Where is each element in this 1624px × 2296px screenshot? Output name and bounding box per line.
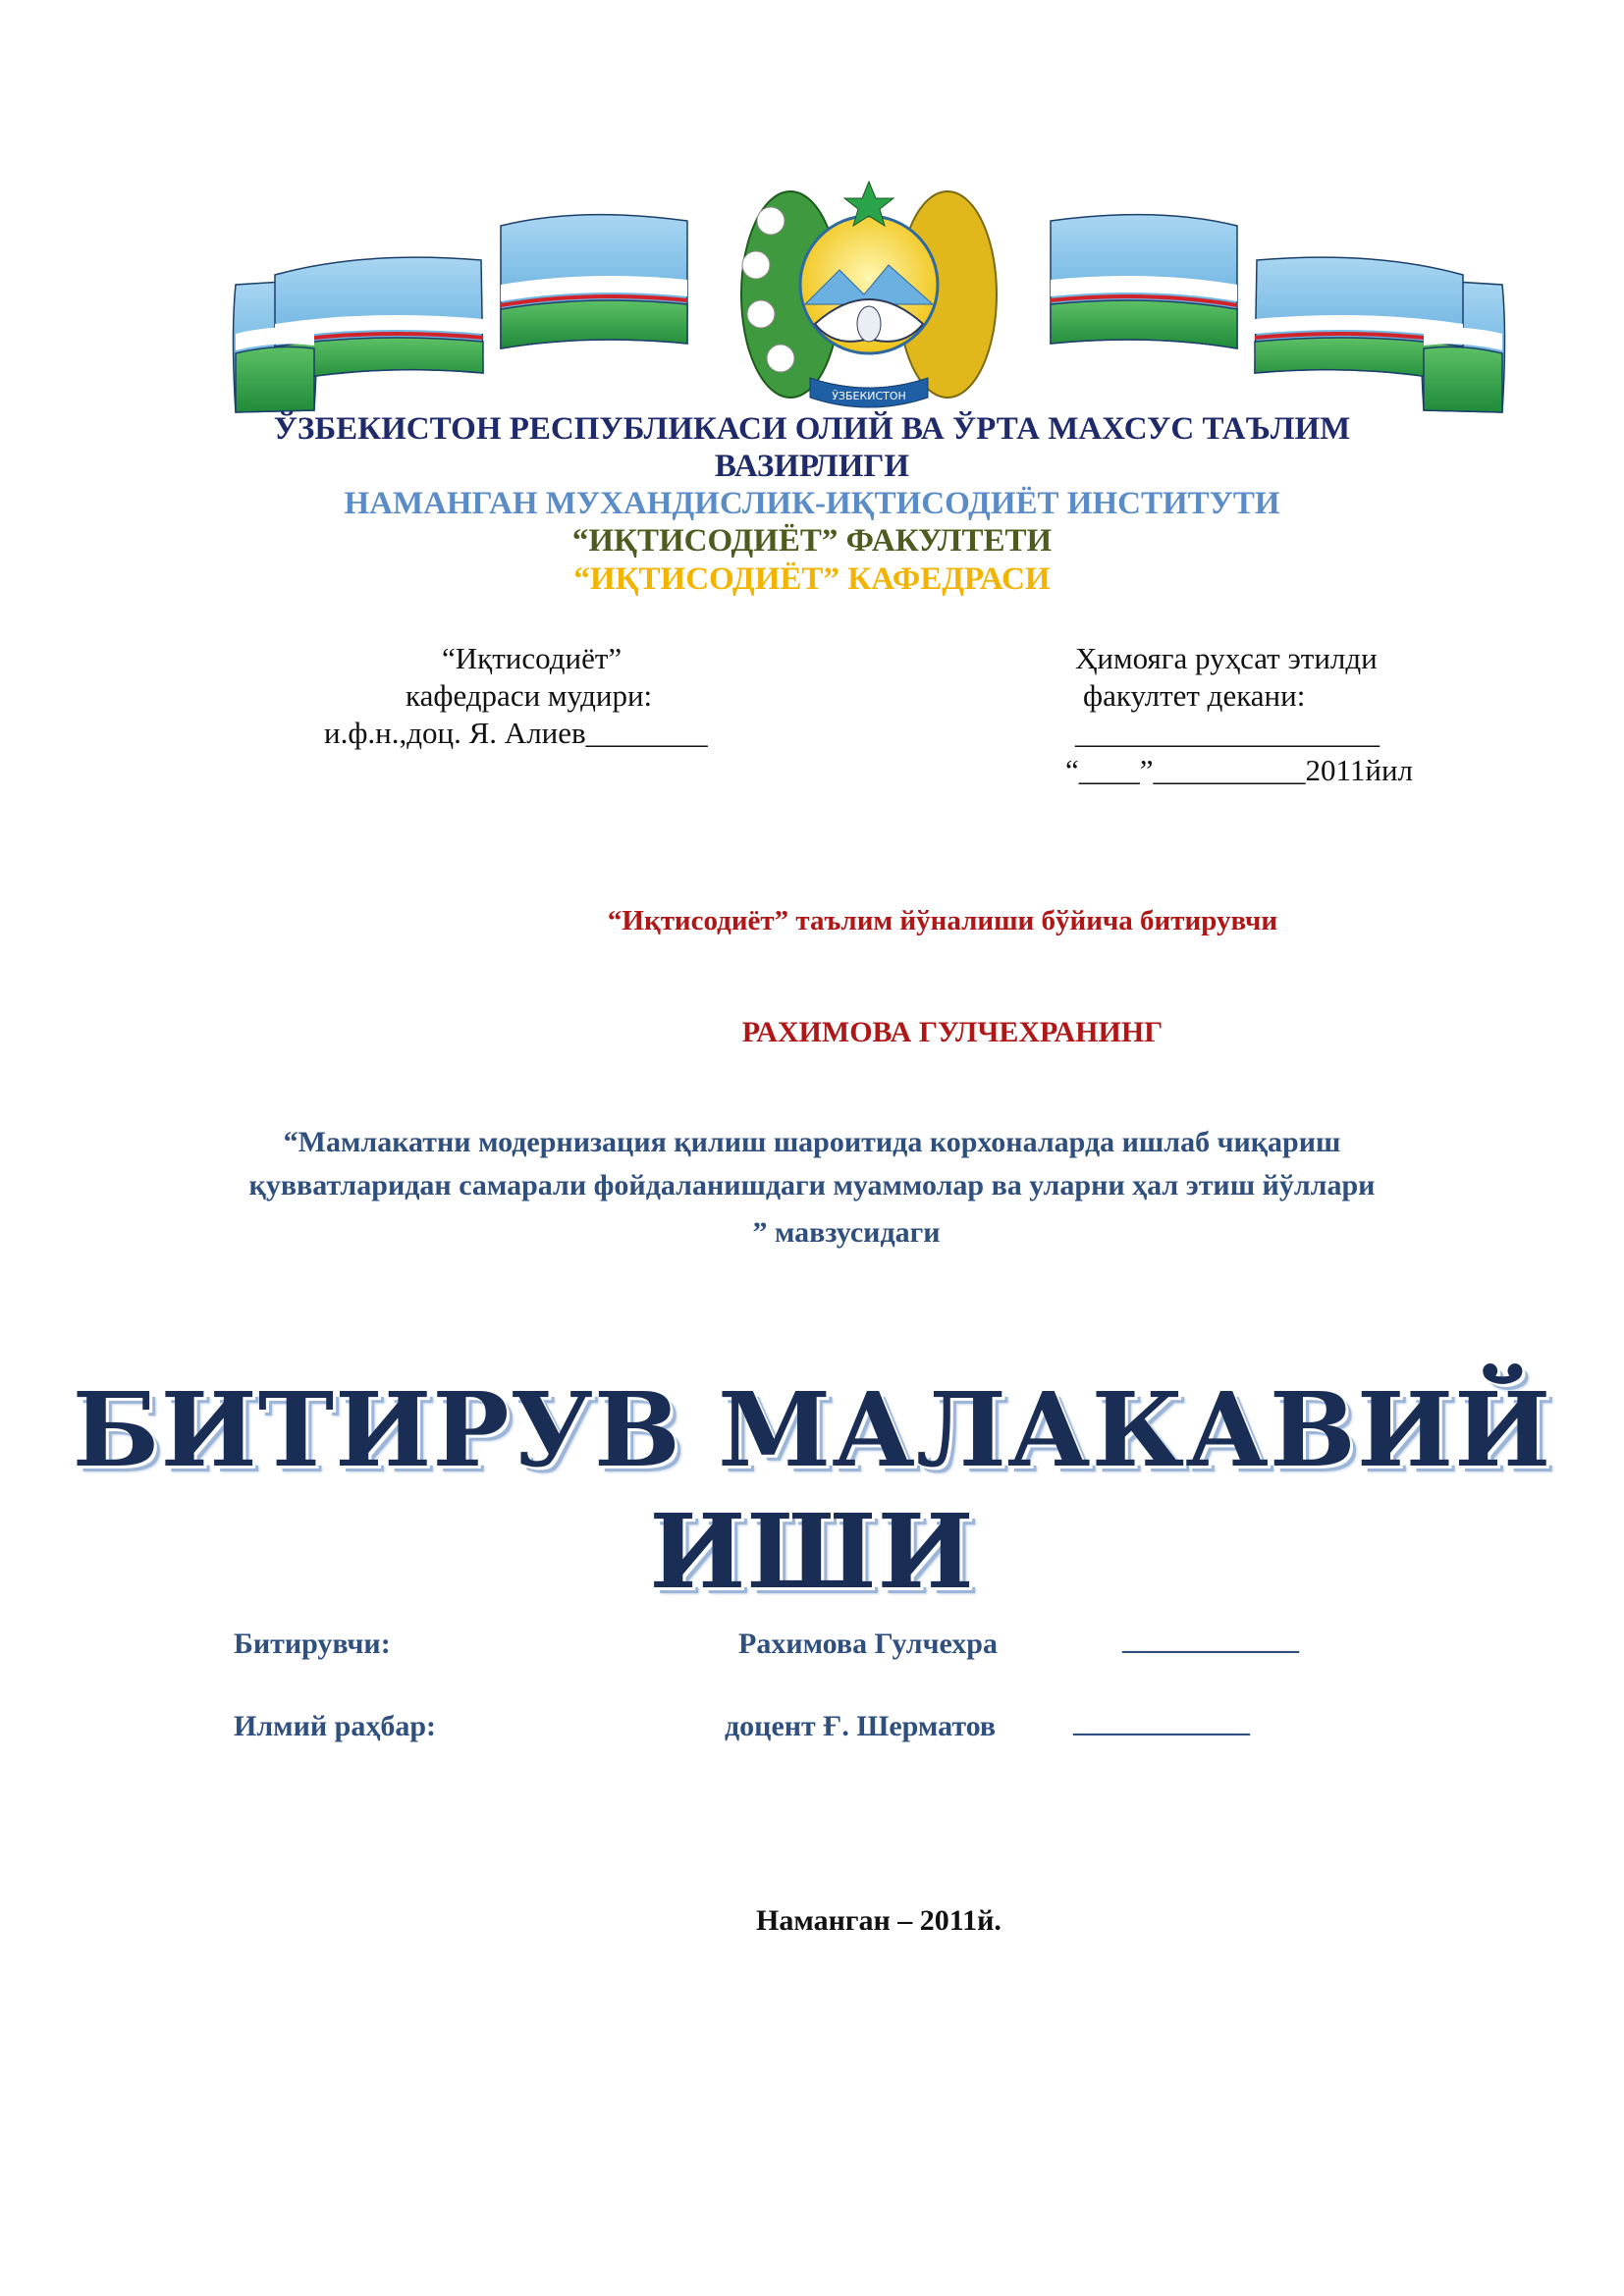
- city-year: Наманган – 2011й.: [756, 1904, 1001, 1937]
- ministry-title: [0, 410, 1624, 485]
- state-emblem-banner-icon: [226, 177, 1512, 422]
- faculty-title: “ИҚТИСОДИЁТ” ФАКУЛТЕТИ: [571, 523, 1053, 559]
- institute-title: НАМАНГАН МУХАНДИСЛИК-ИҚТИСОДИЁТ ИНСТИТУТИ: [344, 486, 1280, 521]
- topic-line-3: ” мавзусидаги: [752, 1216, 941, 1249]
- advisor-signature-name: доцент Ғ. Шерматов: [725, 1710, 997, 1742]
- title-line-1: БИТИРУВ МАЛАКАВИЙ: [72, 1369, 1552, 1490]
- dean-signature-line: ____________________: [1075, 716, 1380, 750]
- graduate-signature-name: Рахимова Гулчехра: [738, 1628, 998, 1660]
- topic-line-2: қувватларидан самарали фойдаланишдаги муаммолар ва уларни ҳал этиш йўллари: [248, 1169, 1376, 1201]
- defense-permission: Ҳимояга руҳсат этилди: [1075, 641, 1378, 675]
- department-head-title: кафедраси мудири:: [406, 678, 653, 713]
- document-title: [0, 1369, 1624, 1613]
- dean-approval-block: [1065, 640, 1576, 789]
- advisor-label: Илмий раҳбар:: [234, 1710, 437, 1742]
- graduate-name: РАХИМОВА ГУЛЧЕХРАНИНГ: [741, 1016, 1164, 1048]
- department-head-signature: и.ф.н.,доц. Я. Алиев________: [324, 716, 708, 750]
- graduate-direction: “Иқтисодиёт” таълим йўналиши бўйича битирувчи: [607, 905, 1278, 936]
- approval-date: “____”__________2011йил: [1065, 753, 1414, 787]
- department-name: “Иқтисодиёт”: [442, 641, 623, 675]
- ministry-line-1: ЎЗБЕКИСТОН РЕСПУБЛИКАСИ ОЛИЙ ВА ЎРТА МАХСУС ТАЪЛИМ: [273, 411, 1351, 447]
- graduate-label: Битирувчи:: [234, 1628, 391, 1660]
- title-line-2: ИШИ: [649, 1491, 975, 1612]
- ministry-line-2: ВАЗИРЛИГИ: [714, 449, 910, 484]
- thesis-topic: [0, 1121, 1624, 1255]
- svg-text:ЎЗБЕКИСТОН: ЎЗБЕКИСТОН: [832, 390, 906, 402]
- graduate-signature-line: ____________: [1122, 1624, 1299, 1656]
- left-flag-ribbon: [234, 215, 688, 412]
- right-flag-ribbon: [1051, 215, 1505, 412]
- department-head-block: [324, 640, 815, 752]
- dean-title: факултет декани:: [1083, 678, 1306, 713]
- topic-line-1: “Мамлакатни модернизация қилиш шароитида корхоналарда ишлаб чиқариш: [283, 1126, 1341, 1158]
- coat-of-arms-icon: [741, 182, 997, 407]
- advisor-signature-line: ____________: [1073, 1706, 1250, 1738]
- department-title: “ИҚТИСОДИЁТ” КАФЕДРАСИ: [573, 561, 1051, 597]
